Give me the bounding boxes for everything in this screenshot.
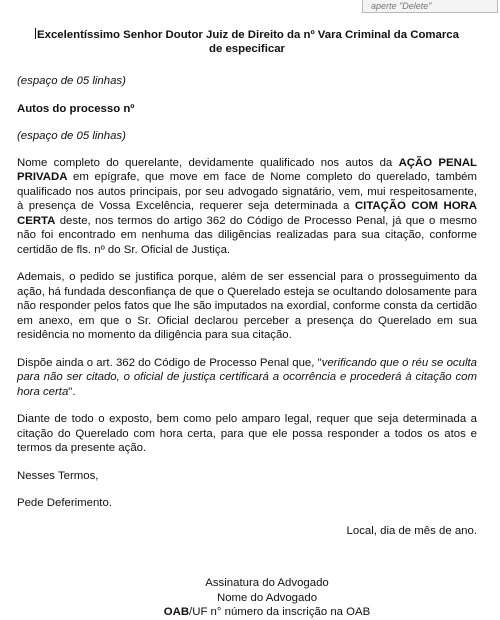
process-number-label: Autos do processo nº (17, 102, 135, 115)
spacer-note-2: (espaço de 05 linhas) (17, 130, 126, 142)
closing-request: Pede Deferimento. (17, 497, 112, 509)
paragraph-conclusion: Diante de todo o exposto, bem como pelo amparo legal, requer que seja determinada a citação do Querelado com hora certa, para que ele possa responder a todos os atos e termos da presente ação. (17, 413, 477, 454)
paragraph-justification: Ademais, o pedido se justifica porque, além de ser essencial para o prosseguimento da ação, há fundada desconfiança de que o Querelado esteja se ocultando dolosamente para não responder pelos fatos que lhe são imputados na exordial, conforme consta da certidão em anexo, em que o Sr. Oficial declarou perceber a presença do Querelado em sua residência no momento da diligência para sua citação. (17, 271, 477, 341)
oab-label: OAB (163, 606, 190, 618)
para3-text-2: ". (68, 385, 76, 398)
closing-terms: Nesses Termos, (17, 469, 99, 482)
place-date: Local, dia de mês de ano. (346, 524, 477, 537)
text-cursor (35, 28, 36, 39)
petition-document (17, 28, 477, 620)
spacer-note-1: (espaço de 05 linhas) (17, 75, 126, 87)
para3-text-1: Dispõe ainda o art. 362 do Código de Processo Penal que, " (17, 356, 322, 369)
document-heading[interactable] (17, 28, 477, 56)
para1-text-2: em epígrafe, que move em face de Nome completo do querelado, também qualificado nos autos principais, por seu advogado signatário, vem, mui respeitosamente, à presença de Vossa Excelência, requerer seja determinada a (17, 171, 477, 212)
paragraph-legal-basis (17, 356, 477, 400)
lawyer-name: Nome do Advogado (216, 591, 318, 604)
paragraph-request (17, 156, 477, 258)
delete-hint-tooltip: aperte "Delete" (362, 0, 498, 13)
law-quote-italic: verificando que o réu se oculta para não ser citado, o oficial de justiça certificará a ocorrência e procederá à citação com hora certa (17, 356, 477, 398)
para1-text-3: deste, nos termos do artigo 362 do Código de Processo Penal, já que o mesmo não foi encontrado em nenhuma das diligências realizadas para sua citação, conforme certidão de fls. nº do Sr. Oficial de Justiça. (17, 214, 477, 256)
action-type-bold: AÇÃO PENAL PRIVADA (17, 156, 478, 183)
para1-text-1: Nome completo do querelante, devidamente qualificado nos autos da (17, 156, 399, 169)
oab-number: /UF n° número da inscrição na OAB (189, 606, 371, 618)
signature-block (17, 576, 477, 620)
heading-line-2: de especificar (209, 43, 285, 55)
signature-line: Assinatura do Advogado (205, 577, 329, 589)
heading-line-1: Excelentíssimo Senhor Doutor Juiz de Direito da nº Vara Criminal da Comarca (37, 29, 459, 41)
citation-type-bold: CITAÇÃO COM HORA CERTA (17, 200, 478, 227)
oab-registration (57, 605, 477, 620)
